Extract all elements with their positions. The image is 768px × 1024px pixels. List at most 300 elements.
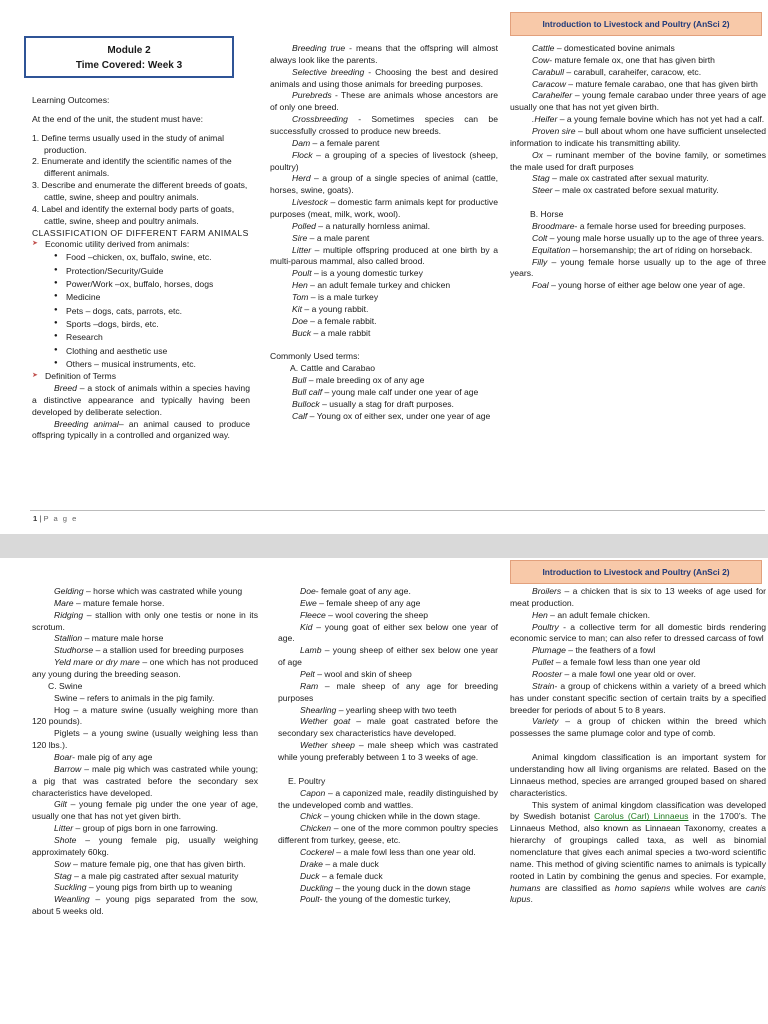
term-word: Hen bbox=[532, 609, 548, 620]
term-entry bbox=[278, 788, 498, 812]
term-word: Variety bbox=[532, 716, 559, 727]
term-entry bbox=[278, 645, 498, 669]
page1-column-2 bbox=[270, 43, 498, 423]
term-word: Litter bbox=[54, 823, 74, 834]
term-word: Buck bbox=[292, 327, 312, 338]
economic-utility-heading bbox=[32, 239, 250, 251]
horse-terms-cont bbox=[32, 586, 258, 681]
term-definition: – male breeding ox of any age bbox=[306, 375, 425, 386]
term-definition: – a group of a single species of animal (cattle, horses, swine, goats). bbox=[270, 173, 498, 196]
term-definition: – a caponized male, readily distinguished by the undeveloped comb and wattles. bbox=[278, 787, 498, 810]
term-word: Purebreds bbox=[292, 90, 332, 101]
term-definition: – is a male turkey bbox=[308, 292, 379, 303]
term-word: Colt bbox=[532, 232, 548, 243]
term-entry bbox=[270, 411, 498, 423]
term-definition: - means that the offspring will almost always look like the parents. bbox=[270, 43, 498, 65]
page-footer bbox=[33, 514, 78, 524]
term-word: Capon bbox=[300, 787, 326, 798]
term-entry bbox=[510, 245, 766, 257]
term-entry bbox=[510, 79, 766, 91]
term-entry bbox=[510, 126, 766, 150]
term-definition: – the feathers of a fowl bbox=[565, 645, 656, 656]
term-entry bbox=[510, 43, 766, 55]
term-word: Poult bbox=[300, 894, 320, 905]
term-definition: – young female horse usually up to the age of three years. bbox=[510, 256, 766, 279]
term-definition: – a naturally hornless animal. bbox=[315, 220, 431, 231]
term-word: Ox bbox=[532, 149, 543, 160]
term-entry bbox=[32, 610, 258, 634]
term-definition: – domesticated bovine animals bbox=[554, 43, 675, 53]
learning-outcomes-title: Learning Outcomes: bbox=[32, 95, 110, 105]
term-word: Livestock bbox=[292, 197, 328, 208]
term-definition: – mature female horse. bbox=[73, 597, 165, 608]
term-definition: - Sometimes species can be successfully crossed to produce new breeds. bbox=[270, 114, 498, 137]
term-entry bbox=[510, 657, 766, 669]
term-entry bbox=[278, 811, 498, 823]
term-definition: – mature female pig, one that has given birth. bbox=[70, 858, 246, 869]
term-definition: – domestic farm animals kept for productive purposes (meat, milk, work, wool). bbox=[270, 197, 498, 220]
term-word: Sire bbox=[292, 232, 308, 243]
term-word: Wether goat bbox=[300, 716, 351, 727]
term-entry bbox=[510, 681, 766, 717]
term-definition: - the young of the domestic turkey, bbox=[319, 894, 451, 905]
term-word: Hen bbox=[292, 280, 308, 291]
term-definition: – horse which was castrated while young bbox=[83, 586, 243, 596]
economic-utility-label: Economic utility derived from animals: bbox=[45, 239, 190, 250]
footer-separator: | bbox=[37, 514, 44, 523]
term-word: Kid bbox=[300, 621, 313, 632]
term-word: Equitation bbox=[532, 244, 571, 255]
definition-heading bbox=[32, 371, 250, 383]
term-definition: – bull about whom one have sufficient unselected information to indicate his transmitting ability. bbox=[510, 126, 766, 148]
term-word: Pelt bbox=[300, 669, 315, 680]
term-entry bbox=[32, 633, 258, 645]
module-title-box bbox=[24, 36, 234, 78]
outcome-item: 4. Label and identify the external body parts of goats, cattle, swine, sheep and poultry animals. bbox=[32, 203, 235, 226]
poultry-heading: E. Poultry bbox=[288, 775, 326, 786]
term-entry bbox=[278, 681, 498, 705]
term-entry bbox=[278, 894, 498, 906]
kingdom-paragraph-1: Animal kingdom classification is an important system for understanding how all living organisms are related. Based on the Linnaeus method, species are arranged grouped based on shared characteristics. bbox=[510, 752, 766, 798]
term-entry bbox=[278, 740, 498, 764]
term-definition: – mature male horse bbox=[82, 633, 164, 644]
term-definition: – wool and skin of sheep bbox=[314, 669, 412, 680]
kingdom-italic: humans bbox=[510, 882, 541, 893]
term-word: Poultry bbox=[532, 621, 559, 632]
term-definition: – horsemanship; the art of riding on horseback. bbox=[570, 244, 753, 255]
document-page-2 bbox=[0, 558, 768, 1024]
term-word: Carabull bbox=[532, 66, 565, 77]
term-word: Shote bbox=[54, 835, 77, 846]
term-definition: - Choosing the best and desired animals and using those animals for breeding purposes. bbox=[270, 66, 498, 89]
term-entry bbox=[32, 752, 258, 764]
kingdom-text: are classified as bbox=[540, 882, 615, 893]
term-definition: – a male parent bbox=[307, 232, 370, 243]
term-word: Kit bbox=[292, 303, 303, 314]
poultry-terms bbox=[278, 788, 498, 907]
term-word: Duck bbox=[300, 870, 320, 881]
term-entry bbox=[32, 383, 250, 419]
term-definition: – Young ox of either sex, under one year of age bbox=[307, 410, 491, 421]
term-word: Herd bbox=[292, 173, 311, 184]
term-definition: – a male pig castrated after sexual maturity bbox=[71, 870, 239, 881]
term-definition: – an adult female turkey and chicken bbox=[307, 280, 451, 291]
term-definition: – a chicken that is six to 13 weeks of age used for meat production. bbox=[510, 586, 766, 608]
term-word: Drake bbox=[300, 858, 323, 869]
term-entry bbox=[32, 705, 258, 729]
term-entry bbox=[270, 90, 498, 114]
term-definition: – young female pig under the one year of age, usually one that has not yet given birth. bbox=[32, 799, 258, 822]
term-entry bbox=[278, 859, 498, 871]
term-entry bbox=[270, 268, 498, 280]
term-entry bbox=[510, 90, 766, 114]
term-definition: – a male fowl one year old or over. bbox=[562, 669, 696, 680]
term-word: Strain bbox=[532, 680, 555, 691]
term-definition: – a male rabbit bbox=[311, 327, 371, 338]
term-entry bbox=[278, 669, 498, 681]
term-entry bbox=[510, 610, 766, 622]
term-entry bbox=[270, 245, 498, 269]
horse-terms bbox=[510, 221, 766, 292]
cattle-terms bbox=[270, 375, 498, 422]
outcome-item: 1. Define terms usually used in the study of animal production. bbox=[32, 132, 225, 155]
term-word: Proven sire bbox=[532, 126, 576, 137]
term-word: Suckling bbox=[54, 882, 87, 893]
term-word: Flock bbox=[292, 149, 313, 160]
term-word: Pullet bbox=[532, 657, 554, 668]
page1-column-3 bbox=[510, 43, 766, 292]
term-definition: – female sheep of any age bbox=[316, 597, 421, 608]
term-definition: – male ox castrated before sexual maturity. bbox=[552, 185, 719, 196]
swine-terms bbox=[32, 693, 258, 918]
term-definition: – male ox castrated after sexual maturity. bbox=[549, 173, 709, 184]
outcome-item: 2. Enumerate and identify the scientific names of the different animals. bbox=[32, 156, 232, 179]
list-item: ● Research bbox=[66, 331, 250, 344]
term-entry bbox=[270, 280, 498, 292]
term-word: Duckling bbox=[300, 882, 333, 893]
term-entry bbox=[32, 799, 258, 823]
sheep-goat-terms bbox=[278, 586, 498, 764]
page2-column-3 bbox=[510, 586, 766, 906]
term-entry bbox=[270, 114, 498, 138]
term-definition: Piglets – a young swine (usually weighing less than 120 lbs.). bbox=[32, 728, 258, 751]
term-definition: – an animal caused to produce offspring typically in a controlled and organized way. bbox=[32, 418, 251, 441]
term-word: Rooster bbox=[532, 669, 563, 680]
kingdom-text: This system of animal kingdom classification was developed by Swedish botanist bbox=[510, 799, 766, 822]
term-definition: – a stock of animals within a species having a distinctive appearance and typically having been developed by deliberate selection. bbox=[32, 382, 250, 417]
term-entry bbox=[32, 657, 258, 681]
term-word: Cow bbox=[532, 54, 550, 65]
term-definition: – a female duck bbox=[319, 870, 383, 881]
term-entry bbox=[32, 598, 258, 610]
outcome-item: 3. Describe and enumerate the different breeds of goats, cattle, swine, sheep and poultry animals. bbox=[32, 180, 248, 203]
term-entry bbox=[270, 43, 498, 67]
term-entry bbox=[270, 173, 498, 197]
term-word: Selective breeding bbox=[292, 66, 365, 77]
term-word: Studhorse bbox=[54, 645, 94, 656]
definition-title: Definition of Terms bbox=[45, 371, 117, 382]
definition-list bbox=[270, 43, 498, 339]
page1-column-1 bbox=[32, 95, 250, 442]
term-word: Polled bbox=[292, 220, 316, 231]
term-word: Stag bbox=[54, 870, 72, 881]
term-definition: – a young female bovine which has not yet had a calf. bbox=[557, 114, 765, 125]
term-definition: - a female horse used for breeding purposes. bbox=[574, 221, 747, 232]
term-entry bbox=[32, 894, 258, 918]
kingdom-text: in the 1700’s. The Linnaeus Method, also known as Linnaean Taxonomy, creates a hierarchy of groupings called taxa, as well as binomial nomenclature that gives each animal species a two-word scientific name. This method of giving scientific names to animals is typically rooted in Latin by combining the genus and species. For example, bbox=[510, 811, 766, 881]
term-entry bbox=[510, 586, 766, 610]
term-definition: – a grouping of a species of livestock (sheep, poultry) bbox=[270, 149, 498, 172]
list-item: ● Food –chicken, ox, buffalo, swine, etc. bbox=[66, 251, 250, 264]
term-entry bbox=[270, 67, 498, 91]
term-definition: – an adult female chicken. bbox=[547, 609, 650, 620]
term-word: Mare bbox=[54, 597, 74, 608]
learning-intro: At the end of the unit, the student must have: bbox=[32, 113, 204, 124]
term-definition: – young female pig, usually weighing approximately 60kg. bbox=[32, 835, 258, 857]
list-item: ● Power/Work –ox, buffalo, horses, dogs bbox=[66, 278, 250, 291]
arrow-bullet-icon: ➤ bbox=[32, 372, 38, 380]
term-entry bbox=[32, 859, 258, 871]
term-word: Barrow bbox=[54, 763, 82, 774]
term-definition: – young horse of either age below one year of age. bbox=[548, 280, 746, 291]
term-definition: - a collective term for all domestic birds rendering economic service to man; can also refer to dressed carcass of fowl bbox=[510, 621, 766, 644]
classification-title: CLASSIFICATION OF DIFFERENT FARM ANIMALS bbox=[32, 227, 249, 238]
term-entry bbox=[278, 598, 498, 610]
list-item: ● Others – musical instruments, etc. bbox=[66, 358, 250, 371]
term-entry bbox=[270, 316, 498, 328]
term-word: Gelding bbox=[54, 586, 84, 596]
term-entry bbox=[270, 138, 498, 150]
term-definition: – yearling sheep with two teeth bbox=[336, 704, 457, 715]
term-definition: – a female parent bbox=[310, 137, 380, 148]
term-entry bbox=[510, 67, 766, 79]
cattle-heading: A. Cattle and Carabao bbox=[290, 363, 376, 374]
list-item: ● Sports –dogs, birds, etc. bbox=[66, 318, 250, 331]
term-word: Bull calf bbox=[292, 387, 323, 398]
term-definition: – a male duck bbox=[322, 858, 379, 869]
term-definition: – a stallion used for breeding purposes bbox=[93, 645, 244, 656]
term-definition: - These are animals whose ancestors are of only one breed. bbox=[270, 90, 498, 113]
term-word: Ewe bbox=[300, 597, 317, 608]
term-definition: – ruminant member of the bovine family, or sometimes the male used for draft purposes bbox=[510, 149, 766, 172]
term-definition: – one which has not produced any young during the breeding season. bbox=[32, 657, 259, 680]
utilities-list bbox=[32, 251, 250, 371]
cattle-terms-cont bbox=[510, 43, 766, 197]
term-word: Chick bbox=[300, 811, 322, 822]
term-definition: - a group of chickens within a variety of a breed which has under constant specific section of certain traits by a specified breeder for periods of about 5 to 8 years. bbox=[510, 680, 766, 715]
term-definition: – is a young domestic turkey bbox=[311, 268, 423, 279]
term-entry bbox=[278, 586, 498, 598]
page2-column-2 bbox=[278, 586, 498, 906]
term-definition: - male pig of any age bbox=[72, 752, 153, 763]
horse-heading: B. Horse bbox=[530, 209, 564, 220]
term-definition: – one of the more common poultry species different from turkey, geese, etc. bbox=[278, 823, 498, 846]
term-entry bbox=[510, 280, 766, 292]
footer-rule bbox=[30, 510, 765, 511]
term-entry bbox=[510, 622, 766, 646]
term-definition: – young goat of either sex below one year of age. bbox=[278, 621, 498, 644]
kingdom-italic: homo sapiens bbox=[614, 882, 671, 893]
term-entry bbox=[510, 114, 766, 126]
term-entry bbox=[32, 835, 258, 859]
term-entry bbox=[510, 257, 766, 281]
term-definition: – young chicken while in the down stage. bbox=[321, 811, 481, 822]
term-word: Breed bbox=[54, 382, 77, 393]
term-definition: – male sheep which was castrated while young preferably between 1 to 3 weeks of age. bbox=[278, 740, 498, 763]
term-entry bbox=[510, 150, 766, 174]
term-word: Poult bbox=[292, 268, 312, 279]
common-terms-title: Commonly Used terms: bbox=[270, 351, 360, 362]
term-entry bbox=[278, 705, 498, 717]
list-item: ● Clothing and aesthetic use bbox=[66, 345, 250, 358]
term-word: Broodmare bbox=[532, 221, 575, 232]
term-definition: – male pig which was castrated while young; a pig that was castrated before the secondary sex characteristics have developed. bbox=[32, 763, 258, 798]
term-definition: – group of pigs born in one farrowing. bbox=[73, 823, 218, 834]
term-word: Gilt bbox=[54, 799, 67, 810]
term-word: Calf bbox=[292, 410, 308, 421]
term-definition: – young pigs separated from the sow, about 5 weeks old. bbox=[32, 894, 258, 917]
term-word: Breeding true bbox=[292, 43, 346, 53]
term-definition: - mature female ox, one that has given birth bbox=[549, 54, 715, 65]
term-entry bbox=[32, 882, 258, 894]
term-definition: – young female carabao under three years of age usually one that has not yet given birth. bbox=[510, 90, 766, 113]
term-word: Yeld mare or dry mare bbox=[54, 657, 140, 668]
term-entry bbox=[32, 823, 258, 835]
term-word: Lamb bbox=[300, 645, 322, 656]
term-word: Filly bbox=[532, 256, 548, 267]
term-entry bbox=[32, 645, 258, 657]
term-entry bbox=[278, 823, 498, 847]
list-item: ● Pets – dogs, cats, parrots, etc. bbox=[66, 305, 250, 318]
term-word: Stallion bbox=[54, 633, 83, 644]
term-word: Weanling bbox=[54, 894, 90, 905]
term-definition: – a young rabbit. bbox=[302, 303, 369, 314]
term-entry bbox=[510, 645, 766, 657]
term-entry bbox=[278, 716, 498, 740]
term-word: Foal bbox=[532, 280, 549, 291]
term-word: Bull bbox=[292, 375, 307, 386]
term-word: Cattle bbox=[532, 43, 555, 53]
term-definition: – young sheep of either sex below one year of age bbox=[278, 645, 498, 668]
term-entry bbox=[32, 586, 258, 598]
term-entry bbox=[270, 197, 498, 221]
term-definition: – multiple offspring produced at one birth by a multi-parous mammal, also called brood. bbox=[270, 244, 498, 267]
term-definition: – stallion with only one testis or none in its scrotum. bbox=[32, 609, 258, 632]
term-definition: – wool covering the sheep bbox=[325, 609, 429, 620]
term-definition: – young male horse usually up to the age of three years. bbox=[547, 232, 765, 243]
term-definition: – a male fowl less than one year old. bbox=[333, 847, 476, 858]
term-entry bbox=[270, 221, 498, 233]
term-entry bbox=[510, 185, 766, 197]
term-definition: – a female rabbit. bbox=[307, 315, 377, 326]
term-word: Shearling bbox=[300, 704, 337, 715]
term-word: Litter bbox=[292, 244, 312, 255]
term-entry bbox=[510, 55, 766, 67]
list-item: ● Medicine bbox=[66, 291, 250, 304]
term-entry bbox=[278, 847, 498, 859]
term-entry bbox=[510, 233, 766, 245]
term-word: Caracow bbox=[532, 78, 566, 89]
term-word: Cockerel bbox=[300, 847, 334, 858]
term-entry bbox=[32, 419, 250, 443]
term-entry bbox=[32, 693, 258, 705]
term-word: Stag bbox=[532, 173, 550, 184]
term-definition: Swine – refers to animals in the pig family. bbox=[54, 692, 215, 703]
term-word: Ridging bbox=[54, 609, 84, 620]
term-definition: – mature female carabao, one that has given birth bbox=[565, 78, 758, 89]
term-entry bbox=[270, 328, 498, 340]
term-entry bbox=[270, 399, 498, 411]
term-word: Sow bbox=[54, 858, 71, 869]
term-definition: – young male calf under one year of age bbox=[322, 387, 479, 398]
term-definition: – young pigs from birth up to weaning bbox=[86, 882, 233, 893]
learning-outcomes-list bbox=[32, 133, 250, 228]
kingdom-text: . bbox=[530, 894, 533, 905]
term-definition: - female goat of any age. bbox=[315, 586, 411, 596]
page-number: 1 bbox=[33, 514, 38, 523]
definition-list bbox=[32, 383, 250, 442]
term-word: Broilers bbox=[532, 586, 562, 596]
term-definition: – the young duck in the down stage bbox=[332, 882, 471, 893]
kingdom-italic: canis lupus bbox=[510, 882, 766, 905]
list-item: ● Protection/Security/Guide bbox=[66, 265, 250, 278]
term-entry bbox=[270, 233, 498, 245]
term-word: Doe bbox=[292, 315, 308, 326]
term-word: Bullock bbox=[292, 398, 320, 409]
term-entry bbox=[270, 387, 498, 399]
term-definition: – usually a stag for draft purposes. bbox=[319, 398, 454, 409]
term-word: Dam bbox=[292, 137, 311, 148]
term-definition: Hog – a mature swine (usually weighing more than 120 pounds). bbox=[32, 704, 258, 727]
term-entry bbox=[32, 764, 258, 800]
term-definition: – male sheep of any age for breeding purposes bbox=[278, 680, 498, 703]
term-entry bbox=[510, 173, 766, 185]
term-entry bbox=[270, 304, 498, 316]
term-entry bbox=[270, 292, 498, 304]
footer-page-label: P a g e bbox=[43, 514, 78, 523]
term-definition: – male goat castrated before the secondary sex characteristics have developed. bbox=[278, 716, 498, 739]
swine-heading: C. Swine bbox=[48, 680, 83, 691]
term-word: Steer bbox=[532, 185, 553, 196]
kingdom-paragraph-2 bbox=[510, 800, 766, 907]
linnaeus-link[interactable]: Carolus (Carl) Linnaeus bbox=[594, 811, 689, 822]
term-entry bbox=[270, 150, 498, 174]
term-word: Ram bbox=[300, 680, 319, 691]
course-header-banner: Introduction to Livestock and Poultry (AnSci 2) bbox=[510, 560, 762, 584]
term-definition: – a female fowl less than one year old bbox=[553, 657, 701, 668]
term-word: Plumage bbox=[532, 645, 566, 656]
poultry-terms-cont bbox=[510, 586, 766, 740]
term-word: Wether sheep bbox=[300, 740, 355, 751]
term-definition: – a group of chicken within the breed which possesses the same plumage color and type of comb. bbox=[510, 716, 766, 739]
kingdom-text: while wolves are bbox=[670, 882, 746, 893]
term-word: Doe bbox=[300, 586, 316, 596]
term-entry bbox=[278, 871, 498, 883]
term-entry bbox=[278, 610, 498, 622]
term-entry bbox=[32, 728, 258, 752]
term-word: Boar bbox=[54, 752, 73, 763]
course-header-banner: Introduction to Livestock and Poultry (AnSci 2) bbox=[510, 12, 762, 36]
term-word: Crossbreeding bbox=[292, 114, 348, 125]
term-word: Tom bbox=[292, 292, 309, 303]
page2-column-1 bbox=[32, 586, 258, 918]
module-title: Module 2 bbox=[107, 45, 151, 56]
term-entry bbox=[270, 375, 498, 387]
term-word: Caraheifer bbox=[532, 90, 573, 101]
term-word: .Heifer bbox=[532, 114, 558, 125]
arrow-bullet-icon: ➤ bbox=[32, 240, 38, 248]
term-word: Fleece bbox=[300, 609, 326, 620]
